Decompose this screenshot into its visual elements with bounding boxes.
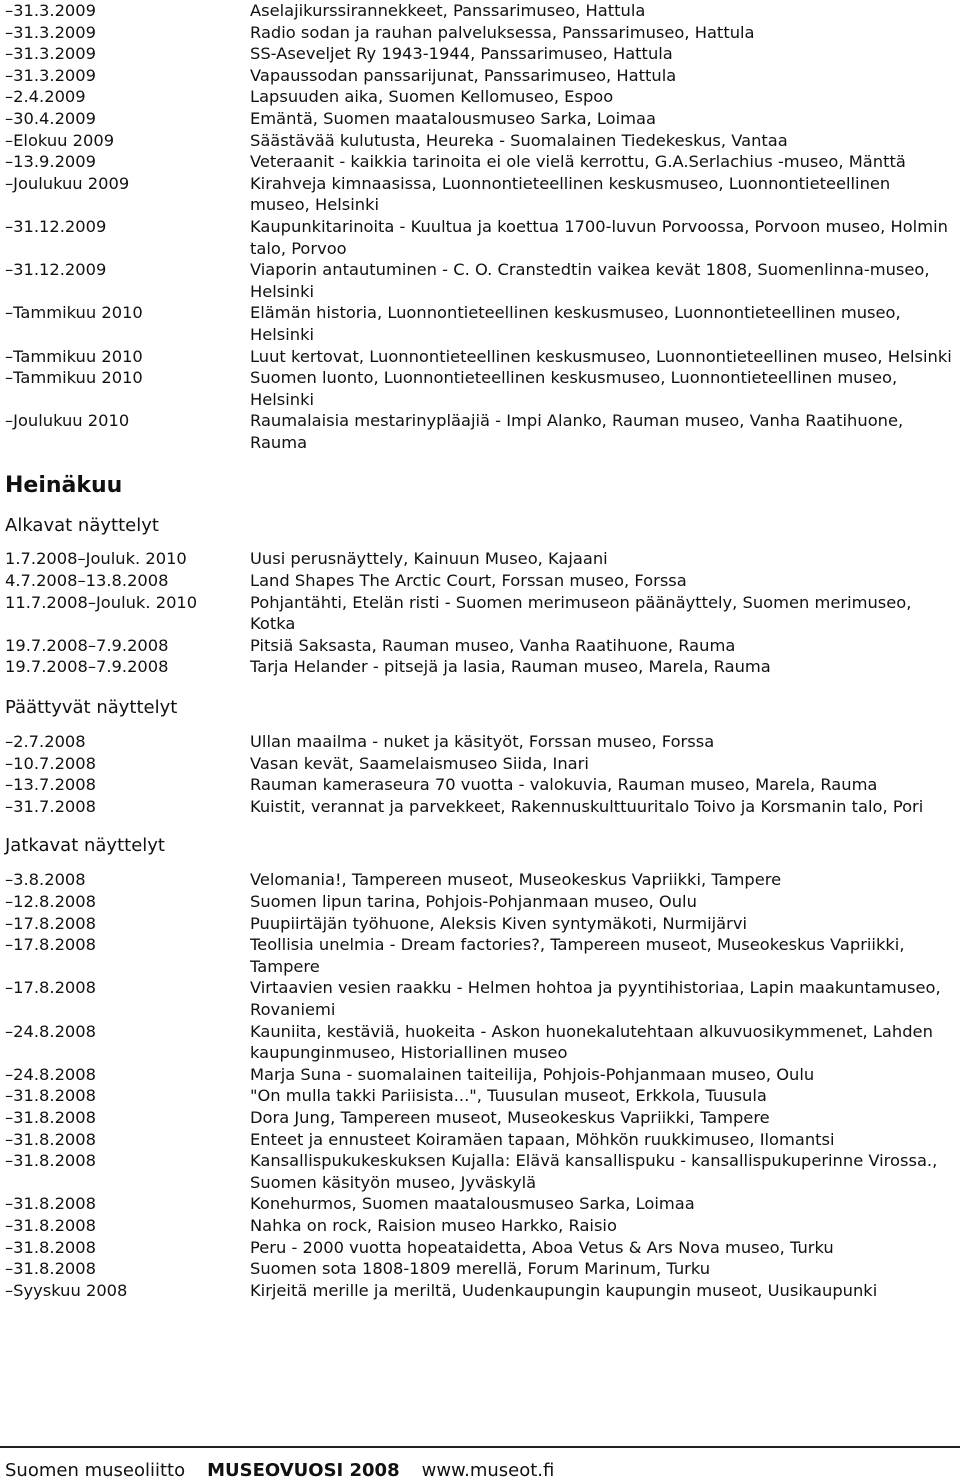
- exhibition-title: Enteet ja ennusteet Koiramäen tapaan, Möhkön ruukkimuseo, Ilomantsi: [250, 1129, 835, 1149]
- exhibition-row: [5, 0, 955, 22]
- exhibition-date: –17.8.2008: [5, 913, 97, 933]
- exhibition-row: [5, 1193, 955, 1215]
- exhibition-date: –31.12.2009: [5, 260, 107, 280]
- exhibition-date: –Tammikuu 2010: [5, 346, 143, 366]
- exhibition-date: –31.3.2009: [5, 44, 97, 64]
- exhibition-row: [5, 891, 955, 913]
- exhibition-title: Ullan maailma - nuket ja käsityöt, Forssan museo, Forssa: [250, 732, 715, 752]
- exhibition-date: –13.9.2009: [5, 152, 97, 172]
- exhibition-date: –31.3.2009: [5, 65, 97, 85]
- exhibition-title: Dora Jung, Tampereen museot, Museokeskus Vapriikki, Tampere: [250, 1107, 770, 1127]
- exhibition-row: [5, 1107, 955, 1129]
- exhibition-title: Lapsuuden aika, Suomen Kellomuseo, Espoo: [250, 87, 614, 107]
- exhibition-date: 19.7.2008–7.9.2008: [5, 635, 169, 655]
- exhibition-row: [5, 1258, 955, 1280]
- exhibition-row: [5, 1129, 955, 1151]
- exhibition-title: Vapaussodan panssarijunat, Panssarimuseo, Hattula: [250, 65, 677, 85]
- exhibition-row: [5, 656, 955, 678]
- exhibition-date: –12.8.2008: [5, 892, 97, 911]
- exhibition-date: –17.8.2008: [5, 978, 97, 998]
- exhibition-row: [5, 1064, 955, 1086]
- footer-organization: Suomen museoliitto: [5, 1460, 186, 1481]
- exhibition-row: [5, 130, 955, 152]
- exhibition-title: Nahka on rock, Raision museo Harkko, Raisio: [250, 1215, 617, 1235]
- exhibition-row: [5, 22, 955, 44]
- exhibition-row: [5, 977, 955, 1020]
- exhibition-title: Säästävää kulutusta, Heureka - Suomalainen Tiedekeskus, Vantaa: [250, 130, 788, 150]
- exhibition-row: [5, 753, 955, 775]
- exhibition-row: [5, 65, 955, 87]
- exhibition-title: Radio sodan ja rauhan palveluksessa, Panssarimuseo, Hattula: [250, 22, 755, 42]
- exhibition-row: [5, 173, 955, 216]
- exhibition-date: 19.7.2008–7.9.2008: [5, 657, 169, 677]
- exhibition-title: Land Shapes The Arctic Court, Forssan museo, Forssa: [250, 571, 687, 591]
- continuing-exhibitions-heading: Jatkavat näyttelyt: [5, 835, 165, 857]
- exhibition-date: –Syyskuu 2008: [5, 1280, 128, 1300]
- exhibition-row: [5, 774, 955, 796]
- exhibition-date: –31.8.2008: [5, 1259, 97, 1279]
- exhibition-date: –31.8.2008: [5, 1151, 97, 1171]
- exhibition-date: –31.8.2008: [5, 1129, 97, 1149]
- exhibition-date: –31.8.2008: [5, 1086, 97, 1106]
- exhibition-title: Viaporin antautuminen - C. O. Cranstedtin vaikea kevät 1808, Suomenlinna-museo, Helsinki: [250, 260, 930, 301]
- exhibition-title: Kuistit, verannat ja parvekkeet, Rakennuskulttuuritalo Toivo ja Korsmanin talo, Pori: [250, 796, 924, 816]
- exhibition-date: –24.8.2008: [5, 1064, 97, 1084]
- exhibition-row: [5, 1280, 955, 1302]
- exhibition-title: "On mulla takki Pariisista...", Tuusulan museot, Erkkola, Tuusula: [250, 1086, 767, 1106]
- exhibition-title: Peru - 2000 vuotta hopeataidetta, Aboa Vetus & Ars Nova museo, Turku: [250, 1237, 834, 1257]
- footer-publication: MUSEOVUOSI 2008: [207, 1460, 400, 1481]
- exhibition-row: [5, 86, 955, 108]
- exhibition-date: –Elokuu 2009: [5, 130, 115, 150]
- footer-website-link[interactable]: www.museot.fi: [421, 1460, 555, 1481]
- exhibition-date: –Tammikuu 2010: [5, 303, 143, 323]
- exhibition-title: Kauniita, kestäviä, huokeita - Askon huonekalutehtaan alkuvuosikymmenet, Lahden kaupunginmuseo, Historiallinen museo: [250, 1021, 933, 1063]
- exhibition-row: [5, 216, 955, 259]
- exhibition-row: [5, 1237, 955, 1259]
- exhibition-row: [5, 367, 955, 410]
- exhibition-list-previous: [5, 0, 955, 453]
- exhibition-date: –10.7.2008: [5, 753, 97, 773]
- exhibition-title: Kansallispukukeskuksen Kujalla: Elävä kansallispuku - kansallispukuperinne Virossa., Suomen käsityön museo, Jyväskylä: [250, 1151, 938, 1192]
- page-footer: [0, 1446, 960, 1483]
- exhibition-title: Teollisia unelmia - Dream factories?, Tampereen museot, Museokeskus Vapriikki, Tampere: [250, 935, 905, 976]
- exhibition-date: –Joulukuu 2010: [5, 411, 130, 431]
- exhibition-row: [5, 1150, 955, 1193]
- exhibition-row: [5, 570, 955, 592]
- exhibition-title: Konehurmos, Suomen maatalousmuseo Sarka, Loimaa: [250, 1194, 695, 1214]
- exhibition-row: [5, 302, 955, 345]
- exhibition-date: –31.8.2008: [5, 1237, 97, 1257]
- exhibition-row: [5, 43, 955, 65]
- exhibition-row: [5, 934, 955, 977]
- exhibition-date: –Joulukuu 2009: [5, 173, 130, 193]
- exhibition-date: 4.7.2008–13.8.2008: [5, 571, 169, 591]
- continuing-exhibitions-list: [5, 869, 955, 1301]
- exhibition-date: 1.7.2008–Jouluk. 2010: [5, 549, 187, 569]
- exhibition-title: Rauman kameraseura 70 vuotta - valokuvia, Rauman museo, Marela, Rauma: [250, 775, 878, 795]
- exhibition-date: –31.7.2008: [5, 796, 97, 816]
- exhibition-date: –2.7.2008: [5, 732, 86, 752]
- exhibition-row: [5, 1215, 955, 1237]
- exhibition-row: [5, 151, 955, 173]
- exhibition-row: [5, 108, 955, 130]
- exhibition-title: Tarja Helander - pitsejä ja lasia, Rauman museo, Marela, Rauma: [250, 657, 771, 677]
- exhibition-title: Veteraanit - kaikkia tarinoita ei ole vielä kerrottu, G.A.Serlachius -museo, Mänttä: [250, 152, 906, 172]
- started-exhibitions-list: [5, 548, 955, 678]
- exhibition-title: Suomen sota 1808-1809 merellä, Forum Marinum, Turku: [250, 1259, 711, 1279]
- exhibition-row: [5, 869, 955, 891]
- exhibition-title: Pohjantähti, Etelän risti - Suomen merimuseon päänäyttely, Suomen merimuseo, Kotka: [250, 592, 912, 634]
- exhibition-title: Luut kertovat, Luonnontieteellinen keskusmuseo, Luonnontieteellinen museo, Helsinki: [250, 346, 952, 366]
- exhibition-row: [5, 548, 955, 570]
- exhibition-row: [5, 1021, 955, 1064]
- exhibition-date: –31.3.2009: [5, 22, 97, 42]
- exhibition-row: [5, 796, 955, 818]
- exhibition-row: [5, 731, 955, 753]
- exhibition-title: Kirahveja kimnaasissa, Luonnontieteellinen keskusmuseo, Luonnontieteellinen museo, Helsinki: [250, 173, 891, 215]
- exhibition-title: Velomania!, Tampereen museot, Museokeskus Vapriikki, Tampere: [250, 870, 782, 890]
- exhibition-row: [5, 410, 955, 453]
- exhibition-title: Uusi perusnäyttely, Kainuun Museo, Kajaani: [250, 549, 608, 569]
- exhibition-title: Marja Suna - suomalainen taiteilija, Pohjois-Pohjanmaan museo, Oulu: [250, 1064, 815, 1084]
- document-page: [5, 0, 955, 1301]
- exhibition-title: SS-Aseveljet Ry 1943-1944, Panssarimuseo, Hattula: [250, 44, 673, 64]
- exhibition-date: –31.3.2009: [5, 1, 97, 20]
- exhibition-date: –31.8.2008: [5, 1194, 97, 1214]
- exhibition-title: Vasan kevät, Saamelaismuseo Siida, Inari: [250, 753, 589, 773]
- exhibition-date: –24.8.2008: [5, 1021, 97, 1041]
- exhibition-title: Pitsiä Saksasta, Rauman museo, Vanha Raatihuone, Rauma: [250, 635, 736, 655]
- exhibition-row: [5, 913, 955, 935]
- started-exhibitions-heading: Alkavat näyttelyt: [5, 515, 159, 537]
- exhibition-row: [5, 1085, 955, 1107]
- exhibition-title: Kirjeitä merille ja meriltä, Uudenkaupungin kaupungin museot, Uusikaupunki: [250, 1280, 878, 1300]
- exhibition-date: –31.8.2008: [5, 1107, 97, 1127]
- exhibition-date: –17.8.2008: [5, 935, 97, 955]
- exhibition-title: Raumalaisia mestarinypläajiä - Impi Alanko, Rauman museo, Vanha Raatihuone, Rauma: [250, 411, 904, 452]
- ending-exhibitions-heading: Päättyvät näyttelyt: [5, 697, 178, 719]
- exhibition-row: [5, 592, 955, 635]
- exhibition-date: –3.8.2008: [5, 870, 86, 890]
- exhibition-title: Aselajikurssirannekkeet, Panssarimuseo, Hattula: [250, 1, 646, 20]
- exhibition-date: –31.8.2008: [5, 1215, 97, 1235]
- exhibition-date: 11.7.2008–Jouluk. 2010: [5, 592, 198, 612]
- exhibition-row: [5, 259, 955, 302]
- exhibition-title: Puupiirtäjän työhuone, Aleksis Kiven syntymäkoti, Nurmijärvi: [250, 913, 747, 933]
- exhibition-row: [5, 346, 955, 368]
- exhibition-date: –2.4.2009: [5, 87, 86, 107]
- exhibition-row: [5, 635, 955, 657]
- exhibition-title: Suomen lipun tarina, Pohjois-Pohjanmaan museo, Oulu: [250, 892, 697, 911]
- ending-exhibitions-list: [5, 731, 955, 817]
- exhibition-title: Kaupunkitarinoita - Kuultua ja koettua 1700-luvun Porvoossa, Porvoon museo, Holmin talo, Porvoo: [250, 216, 948, 258]
- exhibition-date: –Tammikuu 2010: [5, 368, 143, 388]
- exhibition-title: Emäntä, Suomen maatalousmuseo Sarka, Loimaa: [250, 108, 656, 128]
- month-heading: Heinäkuu: [5, 473, 123, 499]
- exhibition-title: Virtaavien vesien raakku - Helmen hohtoa ja pyyntihistoriaa, Lapin maakuntamuseo, Rovaniemi: [250, 978, 941, 1019]
- exhibition-date: –13.7.2008: [5, 775, 97, 795]
- exhibition-title: Elämän historia, Luonnontieteellinen keskusmuseo, Luonnontieteellinen museo, Helsinki: [250, 303, 901, 344]
- exhibition-date: –31.12.2009: [5, 216, 107, 236]
- exhibition-date: –30.4.2009: [5, 108, 97, 128]
- exhibition-title: Suomen luonto, Luonnontieteellinen keskusmuseo, Luonnontieteellinen museo, Helsinki: [250, 368, 898, 409]
